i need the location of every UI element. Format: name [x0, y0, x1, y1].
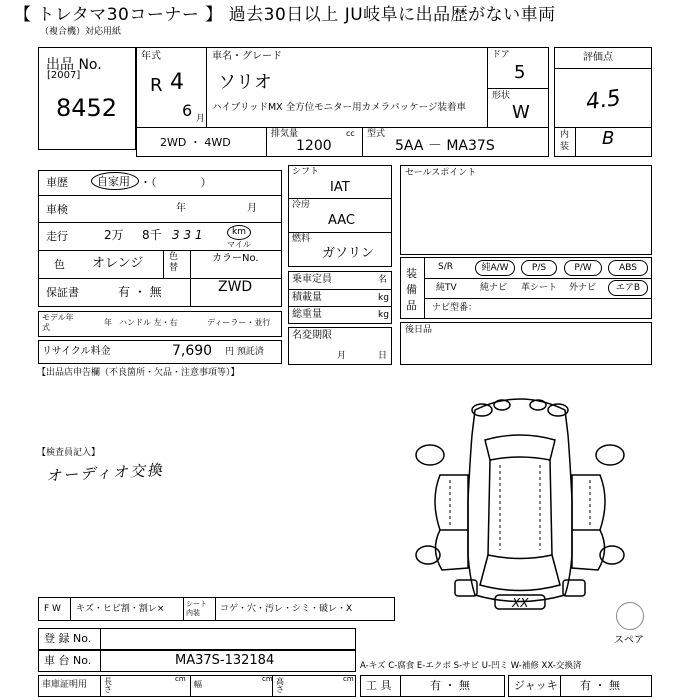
type-label: 型式	[367, 129, 386, 139]
color-code-label: カラーNo.	[212, 253, 259, 264]
weight-label: 総重量	[292, 309, 322, 320]
mileage-unit-km: km	[232, 227, 246, 237]
equip-pw	[564, 260, 602, 276]
shift-value: IAT	[330, 180, 350, 195]
equip-navi: 純ナビ	[480, 283, 508, 293]
model-year-dealer: ディーラー・並行	[207, 318, 271, 327]
inspector-label: 【検査員記入】	[37, 448, 101, 458]
equip-ps-label: P/S	[531, 263, 547, 273]
color-code: ZWD	[218, 279, 253, 295]
history-value: 自家用	[97, 175, 130, 188]
name-change-label: 名変期限	[292, 330, 332, 341]
year-label: 年式	[141, 51, 161, 62]
jack-label: ジャッキ	[514, 679, 558, 692]
chassis-value: MA37S-132184	[175, 653, 275, 668]
displacement-label: 排気量	[271, 129, 299, 139]
car-damage-diagram	[400, 380, 640, 620]
shape-value: W	[512, 102, 530, 123]
model-name: ソリオ	[218, 72, 272, 93]
recycle-value: 7,690	[172, 343, 213, 359]
recycle-unit: 円 預託済	[225, 347, 264, 357]
chassis-label: 車 台 No.	[44, 654, 92, 667]
year-era: R	[150, 75, 163, 96]
equip-leather: 革シート	[521, 283, 558, 293]
lot-label: 出品 No.	[46, 57, 102, 73]
year-value: 4	[170, 70, 184, 95]
model-year-label: モデル年式	[42, 313, 74, 332]
lot-year-stamp: [2007]	[47, 70, 81, 81]
inspection-year: 年	[176, 203, 186, 214]
header-banner: 【 トレタマ30コーナー 】 過去30日以上 JU岐阜に出品歴がない車両	[14, 5, 556, 25]
warranty-label: 保証書	[46, 286, 79, 299]
equip-ps	[521, 260, 557, 276]
weight-unit: kg	[378, 310, 389, 320]
navi-model-label: ナビ型番：	[432, 303, 478, 313]
lot-number: 8452	[56, 94, 118, 122]
type-value: 5AA － MA37S	[395, 138, 495, 154]
equip-sr: S/R	[438, 262, 453, 272]
fw-seat-label: シート内装	[186, 600, 207, 617]
ac-value: AAC	[328, 213, 355, 228]
history-suffix: ・（ ）	[140, 176, 212, 189]
post-input-box	[400, 322, 652, 365]
model-year-year: 年	[104, 318, 112, 327]
inspection-month: 月	[247, 203, 257, 214]
jack-value: 有 ・ 無	[580, 679, 620, 692]
capacity-unit: 名	[378, 275, 388, 285]
seller-notes-label: 【出品店申告欄（不良箇所・欠品・注意事項等）】	[37, 368, 240, 378]
mileage-rest: 3 3 1	[172, 228, 203, 242]
name-change-day: 日	[378, 351, 388, 361]
sales-point-label: セールスポイント	[405, 168, 477, 178]
equip-abs-label: ABS	[619, 263, 637, 273]
capacity-label: 乗車定員	[292, 274, 332, 285]
displacement-value: 1200	[296, 138, 332, 154]
spare-label: スペア	[614, 635, 644, 646]
load-label: 積載量	[292, 292, 322, 303]
form-note: （複合機）対応用紙	[40, 27, 122, 37]
dim-width-unit: cm	[262, 675, 273, 683]
post-input-label: 後日品	[405, 325, 433, 335]
equip-aw-label: 純A/W	[481, 263, 509, 273]
year-month: 6	[182, 101, 193, 120]
load-unit: kg	[378, 293, 389, 303]
shift-label: シフト	[292, 167, 320, 177]
equip-pw-label: P/W	[574, 263, 592, 273]
fw-seat-flaws: コゲ・穴・汚レ・シミ・破レ・X	[220, 604, 353, 614]
fuel-value: ガソリン	[322, 246, 375, 261]
interior-label: 内装	[560, 130, 570, 152]
mileage-man: 2万	[104, 228, 124, 242]
tools-label: 工 具	[366, 679, 392, 692]
shape-label: 形状	[492, 91, 511, 101]
tools-value: 有 ・ 無	[430, 679, 470, 692]
doors-value: 5	[514, 62, 526, 83]
inspection-label: 車検	[46, 203, 68, 216]
model-grade: ハイブリッドMX 全方位モニター用カメラパッケージ装着車	[212, 102, 466, 113]
dim-length-label: 長さ	[104, 677, 112, 694]
recycle-label: リサイクル料金	[42, 346, 111, 357]
color-value: オレンジ	[92, 256, 144, 271]
rating-label: 評価点	[583, 52, 613, 63]
history-label: 車歴	[46, 176, 68, 189]
dimensions-label: 車庫証明用	[42, 680, 88, 690]
fw-flaws: キズ・ヒビ割・割レ×	[76, 604, 165, 614]
dim-height-label: 高さ	[276, 677, 284, 694]
fw-label: F W	[44, 604, 61, 614]
mileage-unit-mile: マイル	[227, 240, 251, 249]
warranty-value: 有 ・ 無	[118, 285, 162, 299]
equip-abs	[608, 260, 648, 276]
dim-width-label: 幅	[194, 680, 202, 689]
mileage-label: 走行	[46, 230, 68, 243]
equip-tv: 純TV	[436, 283, 457, 293]
fuel-label: 燃料	[292, 234, 311, 244]
ac-label: 冷房	[292, 200, 311, 210]
equipment-label: 装備品	[406, 267, 417, 312]
mileage-sen: 8千	[142, 228, 162, 242]
diagram-mark: XX	[512, 596, 529, 610]
displacement-unit: cc	[346, 129, 355, 138]
model-label: 車名・グレード	[212, 51, 282, 62]
equip-ext-navi: 外ナビ	[569, 283, 597, 293]
damage-legend: A-キズ C-腐食 E-エクボ S-サビ U-凹ミ W-補修 XX-交換済	[360, 661, 582, 671]
name-change-month: 月	[337, 351, 347, 361]
doors-label: ドア	[492, 50, 510, 60]
interior-value: B	[602, 128, 615, 149]
equip-airbag-label: エアB	[615, 283, 641, 293]
year-month-unit: 月	[196, 114, 206, 124]
color-label: 色	[54, 258, 65, 271]
inspector-note: オーディオ交換	[45, 460, 165, 486]
equip-airbag	[608, 280, 648, 296]
rating-score: 4.5	[584, 85, 623, 116]
sales-point-box	[400, 165, 652, 255]
spare-tire-icon	[616, 602, 644, 630]
color-change-label: 色替	[169, 252, 179, 273]
dim-height-unit: cm	[343, 675, 354, 683]
dim-length-unit: cm	[175, 675, 186, 683]
equip-aw	[475, 260, 515, 276]
registration-label: 登 録 No.	[44, 632, 92, 645]
model-year-handle: ハンドル 左・右	[119, 318, 178, 327]
drive-type: 2WD ・ 4WD	[160, 136, 231, 149]
